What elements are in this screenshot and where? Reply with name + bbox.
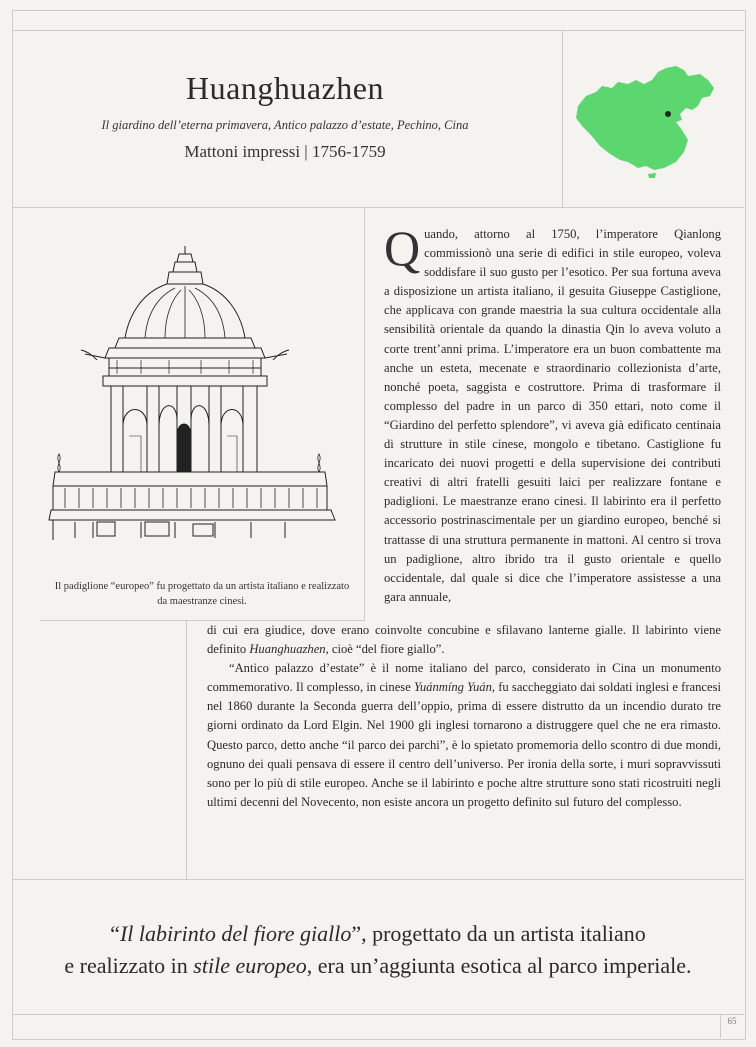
china-map-shape [576,66,714,170]
text-column-rule [186,620,187,880]
page-number: 65 [727,1016,737,1026]
drop-cap: Q [384,220,421,276]
article-paragraph-1a: uando, attorno al 1750, l’imperatore Qianlong commissionò una serie di edifici in stile europeo, voleva soddisfare il suo gusto per l’esotico. Per sua fortuna aveva a disposizione un artista italiano, il gesuita Giuseppe Castiglione, che applicava con grande maestria la sua cultura occidentale alla sensibilità orientale da quando la dinastia Qin lo aveva voluto a corte trent’anni prima. L’imperatore era un buon combattente ma anche un esteta, mecenate e straordinario collezionista d’arte, nonché poeta, saggista e costruttore. Prima di trasformare il complesso del padre in un parco di 350 ettari, noto come il “Giardino del perfetto splendore”, vi aveva già edificato centinaia di strutture in stile cinese, mongolo e tibetano. Castiglione fu incaricato dei nuovi progetti e della supervisione dei contributi creativi di altri fratelli gesuiti laici per realizzare fontane e padiglioni. Le maestranze erano cinesi. Il labirinto era il perfetto accessorio postrinascimentale per un giardino europeo, benché si trattasse di una struttura permanente in mattoni. Al centro si trova un padiglione, altro ibrido tra il gusto orientale e quello occidentale, dal quale si dice che l’imperatore assistesse a una gara annuale, [384,227,721,604]
footer-rule [12,1014,744,1015]
header-top-rule [12,30,744,31]
hainan-island [648,173,656,178]
pull-quote: “Il labirinto del fiore giallo”, progettato da un artista italiano e realizzato in stile europeo, era un’aggiunta esotica al parco imperiale. [64,921,692,978]
illustration-caption: Il padiglione “europeo” fu progettato da un artista italiano e realizzato da maestranze cinesi. [54,581,350,607]
china-map-icon [572,62,732,182]
page-subtitle: Il giardino dell’eterna primavera, Antico palazzo d’estate, Pechino, Cina [101,118,469,132]
quote-top-rule [12,879,744,880]
article-paragraph-2: “Antico palazzo d’estate” è il nome italiano del parco, considerato in Cina un monumento commemorativo. Il complesso, in cinese Yuánmíng Yuán, fu saccheggiato dai soldati inglesi e francesi nel 1860 durante la Seconda guerra dell’oppio, prima di essere distrutto da un incendio durato tre giorni ordinato da Lord Elgin. Nel 1900 gli inglesi tornarono a distruggere quel che ne era rimasto. Questo parco, detto anche “il parco dei parchi”, è lo spietato promemoria dello scontro di due mondi, ognuno dei quali pensava di essere il centro dell’universo. Per ironia della sorte, i muri sopravvissuti sono per lo più di stile europeo. Anche se il labirinto e poche altre strutture sono stati ricostruiti negli ultimi decenni del Novecento, non esiste ancora un progetto definito sul futuro del complesso. [207,661,721,809]
page-meta: Mattoni impressi | 1756-1759 [184,142,386,161]
page-number-divider [720,1014,721,1038]
article-column-top [384,220,721,607]
location-marker [665,111,671,117]
pavilion-drawing [45,240,340,550]
article-column-bottom [207,621,721,812]
article-paragraph-1b: di cui era giudice, dove erano coinvolte concubine e sfilavano lanterne gialle. Il labirinto viene definito Huanghuazhen, cioè “del fiore giallo”. [207,623,721,657]
page-title: Huanghuazhen [186,70,384,106]
